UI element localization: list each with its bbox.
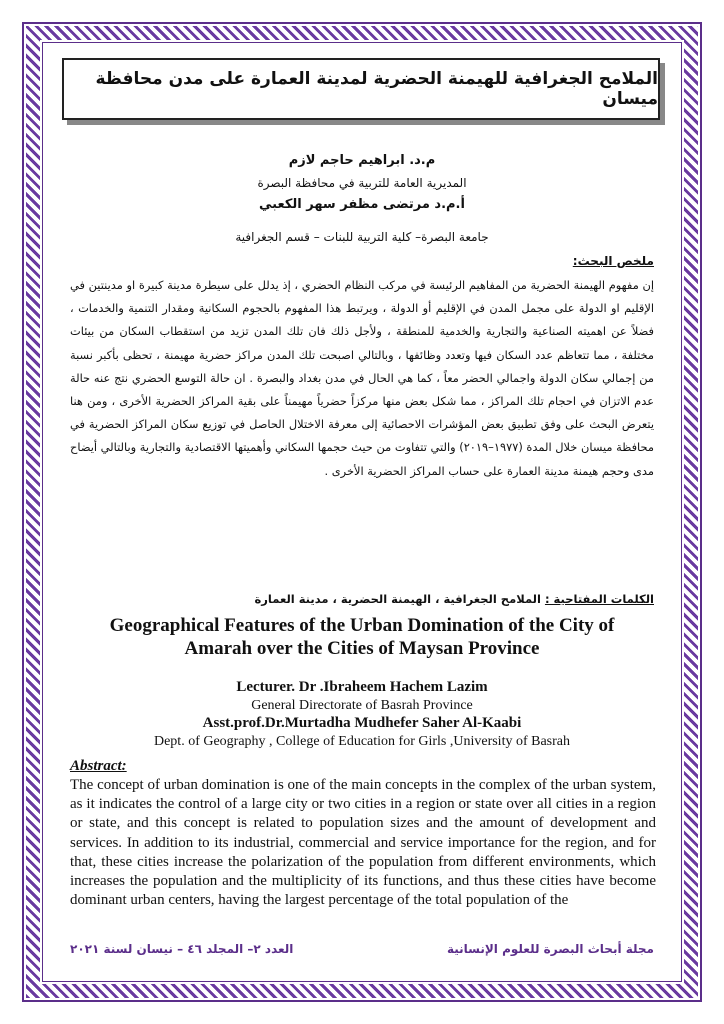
arabic-authors-block xyxy=(60,150,664,248)
arabic-author-1: م.د. ابراهيم حاجم لازم xyxy=(288,153,436,168)
arabic-title: الملامح الجغرافية للهيمنة الحضرية لمدينة العمارة على مدن محافظة ميسان xyxy=(95,69,658,109)
arabic-abstract-heading: ملخص البحث: xyxy=(572,254,654,268)
arabic-keywords xyxy=(255,592,654,606)
english-abstract: The concept of urban domination is one of the main concepts in the complex of the urban system, as it indicates the control of a large city or two cities in a region or state over all cities in a region or state, and this concept is related to population sizes and the amount of development and services. In addition to its industrial, commercial and service importance for the region, and for that, these cities increase the polarization of the population from different environments, which increases the population and the multiplicity of its functions, and thus these cities have become dominant urban centers, having the largest percentage of the total population of the xyxy=(70,777,656,909)
footer-journal-name: مجلة أبحاث البصرة للعلوم الإنسانية xyxy=(446,942,654,956)
page-footer xyxy=(70,938,654,960)
english-affiliation-2: Dept. of Geography , College of Education for Girls ,University of Basrah xyxy=(153,734,570,749)
arabic-author-2: أ.م.د مرتضى مظفر سهر الكعبي xyxy=(259,197,465,212)
arabic-keywords-label: الكلمات المفتاحية : xyxy=(544,592,654,606)
english-abstract-heading: Abstract: xyxy=(70,758,127,774)
arabic-abstract: إن مفهوم الهيمنة الحضرية من المفاهيم الرئيسة في مركب النظام الحضري ، إذ يدلل على سيطرة مدينة كبيرة او مدينتين في الإقليم او الدولة على مجمل المدن في الإقليم أو الدولة ، ويرتبط هذا المفهوم بالحجوم السكانية ومقدار التنمية والخدمات ، فضلاً عن اهميته الصناعية والتجارية والخدمية للمنطقة ، ولأجل ذلك فان تلك المدن تزيد من استقطاب السكان من بيئات مختلفة ، مما تتعاظم عدد السكان فيها وتعدد وظائفها ، وبالتالي اصبحت تلك المدن مراكز حضرية مهيمنة ، تحظى بأكبر نسبة من إجمالي سكان الدولة واجمالي الحضر معاً ، كما هي الحال في مدن بغداد والبصرة . ان حالة التوسع الحضري نتج عنه حالة عدم الاتزان في احجام تلك المراكز ، مما شكل بعض منها مركزاً حضرياً مهيمناً على بقية المراكز الحضرية الأخرى ، ومن هنا يتعرض البحث على وفق تطبيق بعض المؤشرات الاحصائية إلى معرفة الاختلال الحاصل في توزيع سكان المراكز الحضرية في محافظة ميسان خلال المدة (١٩٧٧–٢٠١٩) والتي تتفاوت من حيث حجمها السكاني وأهميتها الاقتصادية والتجارية وبالتالي أيضاح مدى وحجم هيمنة مدينة العمارة على حساب المراكز الحضرية الأخرى . xyxy=(70,278,654,478)
arabic-title-box xyxy=(62,58,660,120)
arabic-keywords-list: الملامح الجغرافية ، الهيمنة الحضرية ، مدينة العمارة xyxy=(254,592,541,606)
english-affiliation-1: General Directorate of Basrah Province xyxy=(251,698,473,713)
english-authors-block xyxy=(70,678,654,750)
english-title: Geographical Features of the Urban Domination of the City of Amarah over the Cities of Maysan Province xyxy=(109,615,615,659)
english-author-2: Asst.prof.Dr.Murtadha Mudhefer Saher Al-Kaabi xyxy=(202,715,522,731)
footer-issue-info: العدد ٢– المجلد ٤٦ – نيسان لسنة ٢٠٢١ xyxy=(70,942,294,956)
arabic-affiliation-2: جامعة البصرة– كلية التربية للبنات – قسم الجغرافية xyxy=(235,230,489,244)
english-author-1: Lecturer. Dr .Ibraheem Hachem Lazim xyxy=(236,679,488,695)
arabic-affiliation-1: المديرية العامة للتربية في محافظة البصرة xyxy=(257,176,467,190)
